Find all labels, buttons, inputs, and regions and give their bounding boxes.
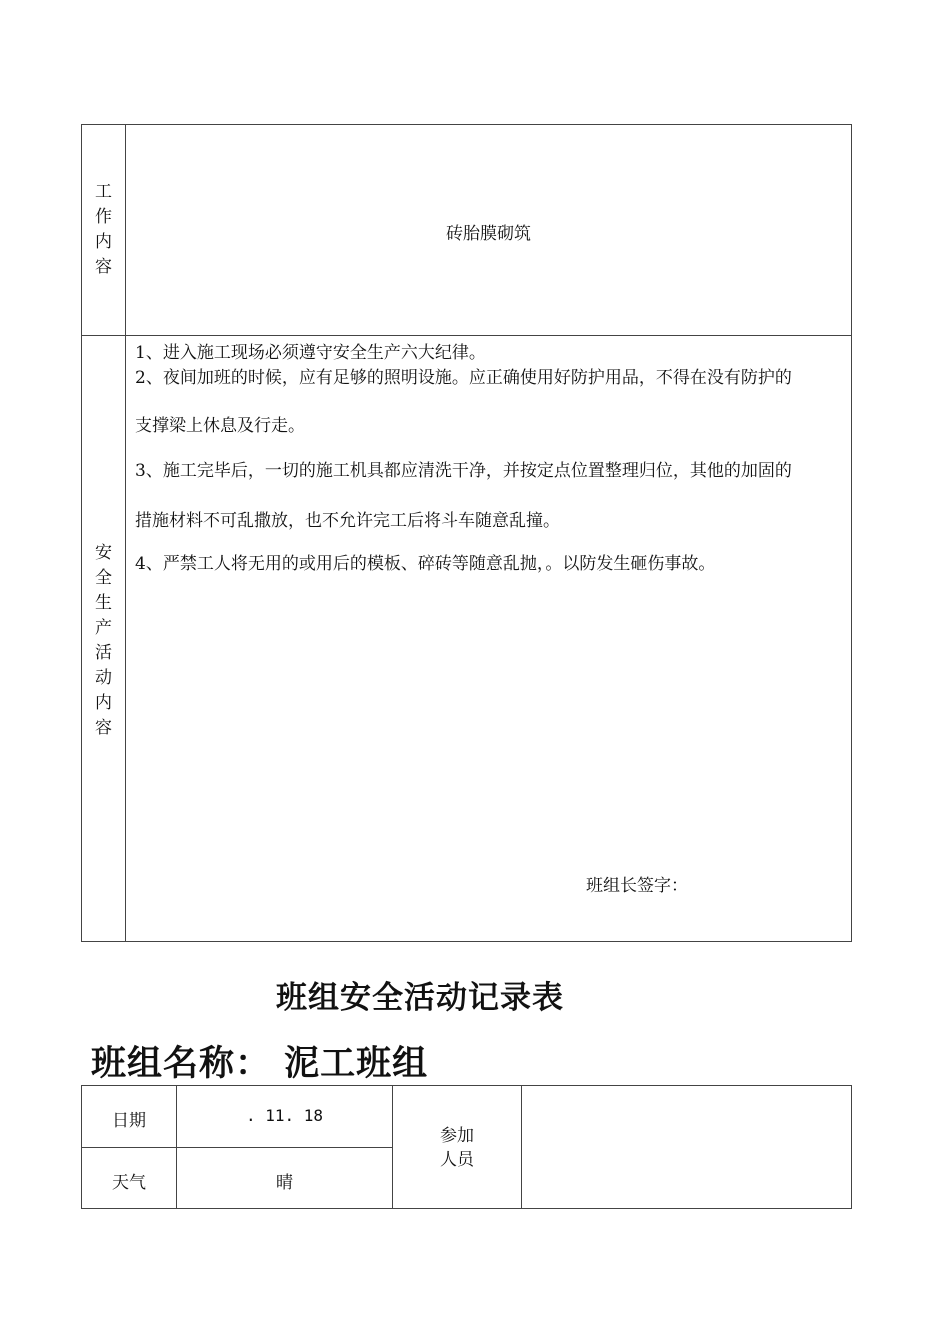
activity-line-6: 4、严禁工人将无用的或用后的模板、碎砖等随意乱抛，。以防发生砸伤事故。 bbox=[135, 554, 716, 574]
column-divider bbox=[125, 125, 126, 941]
activity-line-4: 3、施工完毕后，一切的施工机具都应清洗干净，并按定点位置整理归位，其他的加固的 bbox=[135, 461, 792, 481]
activity-line-2: 2、夜间加班的时候，应有足够的照明设施。应正确使用好防护用品，不得在没有防护的 bbox=[135, 368, 792, 388]
form-title: 班组安全活动记录表 bbox=[276, 980, 564, 1016]
date-label: 日期 bbox=[112, 1111, 146, 1131]
safety-activity-label: 安 全 生 产 活 动 内 容 bbox=[95, 543, 112, 738]
weather-value: 晴 bbox=[276, 1173, 293, 1193]
weather-label: 天气 bbox=[112, 1173, 146, 1193]
date-value: . 11. 18 bbox=[245, 1106, 324, 1125]
activity-line-1: 1、进入施工现场必须遵守安全生产六大纪律。 bbox=[135, 343, 486, 363]
participants-label: 参加 人员 bbox=[440, 1126, 474, 1170]
activity-line-3: 支撑梁上休息及行走。 bbox=[135, 416, 305, 436]
work-record-table bbox=[81, 124, 852, 942]
column-divider bbox=[521, 1086, 522, 1208]
activity-info-table bbox=[81, 1085, 852, 1209]
activity-line-5: 措施材料不可乱撒放，也不允许完工后将斗车随意乱撞。 bbox=[135, 511, 560, 531]
team-name: 班组名称： 泥工班组 bbox=[91, 1043, 429, 1084]
work-content-text: 砖胎膜砌筑 bbox=[446, 224, 531, 244]
row-divider bbox=[82, 1147, 392, 1148]
row-divider bbox=[82, 335, 851, 336]
team-leader-signature-label: 班组长签字： bbox=[586, 876, 688, 896]
work-content-label: 工 作 内 容 bbox=[95, 182, 112, 277]
